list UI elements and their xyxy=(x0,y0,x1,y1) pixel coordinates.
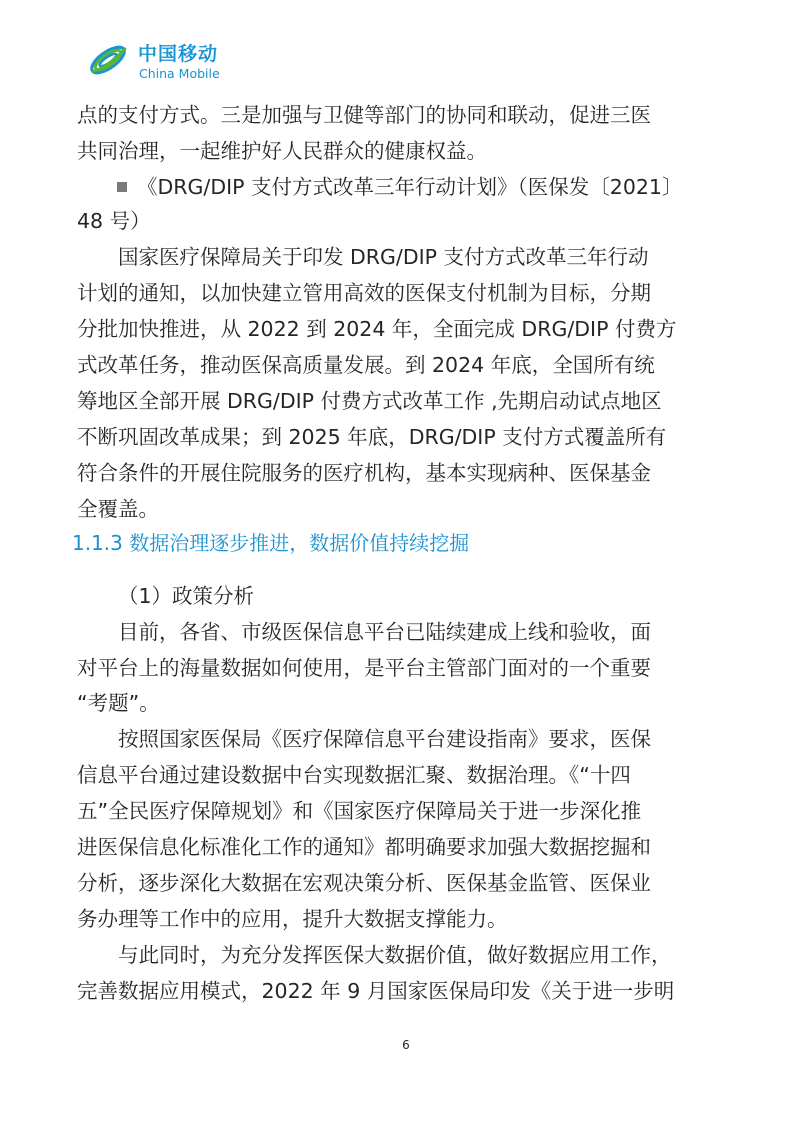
body-text-line: 筹地区全部开展 DRG/DIP 付费方式改革工作 ,先期启动试点地区 xyxy=(77,389,662,413)
body-text-line: 务办理等工作中的应用，提升大数据支撑能力。 xyxy=(77,907,508,931)
body-text-line: 分批加快推进，从 2022 到 2024 年，全面完成 DRG/DIP 付费方 xyxy=(77,317,677,341)
body-text-line: “考题”。 xyxy=(77,691,160,715)
page-number: 6 xyxy=(402,1038,410,1052)
document-title-text: 《DRG/DIP 支付方式改革三年行动计划》（医保发〔2021〕 xyxy=(137,175,683,199)
body-text-line: 五”全民医疗保障规划》和《国家医疗保障局关于进一步深化推 xyxy=(77,799,642,823)
body-text-line: 式改革任务，推动医保高质量发展。到 2024 年底，全国所有统 xyxy=(77,353,655,377)
document-title-item xyxy=(117,173,757,201)
body-text-line: 分析，逐步深化大数据在宏观决策分析、医保基金监管、医保业 xyxy=(77,871,651,895)
body-text-line: 完善数据应用模式，2022 年 9 月国家医保局印发《关于进一步明 xyxy=(77,979,675,1003)
body-text-line: 点的支付方式。三是加强与卫健等部门的协同和联动，促进三医 xyxy=(77,103,651,127)
body-text-line: 符合条件的开展住院服务的医疗机构，基本实现病种、医保基金 xyxy=(77,461,651,485)
section-heading: 1.1.3 数据治理逐步推进，数据价值持续挖掘 xyxy=(72,531,470,555)
body-text-line: 48 号） xyxy=(77,209,151,233)
paragraph-first-line: 目前，各省、市级医保信息平台已陆续建成上线和验收，面 xyxy=(118,620,651,644)
body-text-line: 不断巩固改革成果；到 2025 年底，DRG/DIP 支付方式覆盖所有 xyxy=(77,425,667,449)
paragraph-first-line: 国家医疗保障局关于印发 DRG/DIP 支付方式改革三年行动 xyxy=(118,245,649,269)
body-text-line: 信息平台通过建设数据中台实现数据汇聚、数据治理。《“十四 xyxy=(77,763,631,787)
body-text-line: 共同治理，一起维护好人民群众的健康权益。 xyxy=(77,139,487,163)
body-text-line: 全覆盖。 xyxy=(77,497,159,521)
body-text-line: 计划的通知，以加快建立管用高效的医保支付机制为目标，分期 xyxy=(77,281,651,305)
subsection-heading: （1）政策分析 xyxy=(118,584,255,608)
china-mobile-logo xyxy=(86,34,246,86)
body-text-line: 进医保信息化标准化工作的通知》都明确要求加强大数据挖掘和 xyxy=(77,835,651,859)
logo-chinese-name: 中国移动 xyxy=(138,43,219,65)
logo-english-name: China Mobile xyxy=(139,66,220,81)
paragraph-first-line: 按照国家医保局《医疗保障信息平台建设指南》要求，医保 xyxy=(118,727,651,751)
china-mobile-swirl-icon xyxy=(86,38,134,84)
square-bullet-icon xyxy=(117,182,127,192)
body-text-line: 对平台上的海量数据如何使用，是平台主管部门面对的一个重要 xyxy=(77,656,651,680)
paragraph-first-line: 与此同时，为充分发挥医保大数据价值，做好数据应用工作， xyxy=(118,943,672,967)
